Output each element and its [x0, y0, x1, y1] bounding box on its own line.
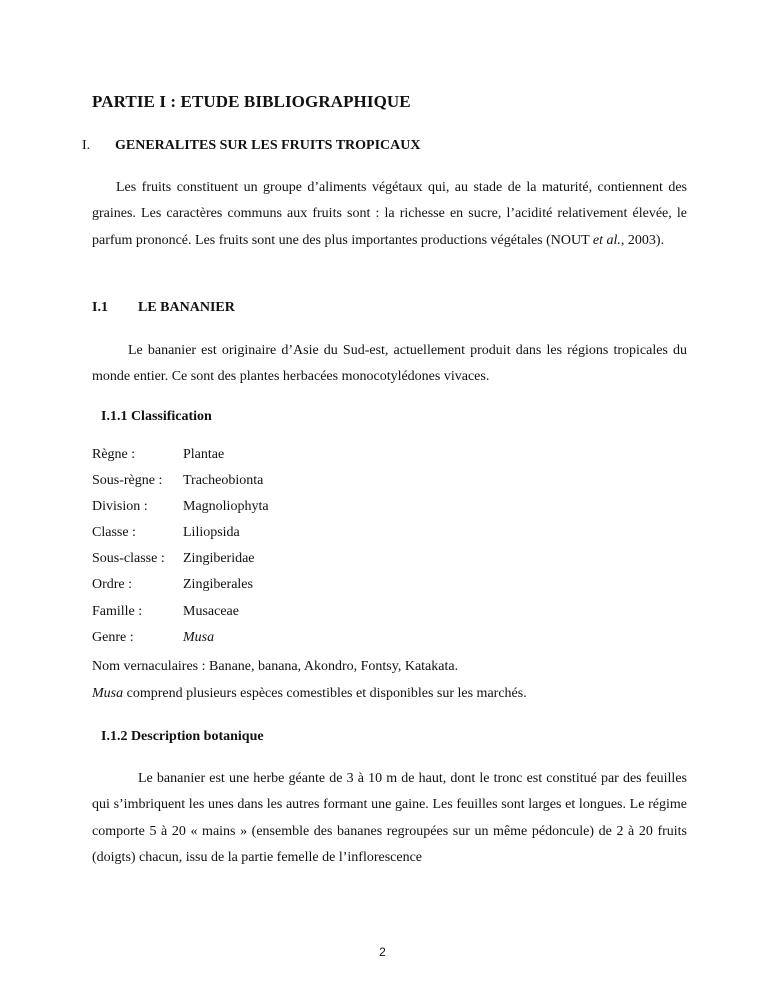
classification-value: Zingiberidae	[183, 551, 255, 567]
classification-row	[92, 525, 269, 551]
classification-row	[92, 630, 269, 656]
section-paragraph-italic: et al.	[592, 232, 621, 248]
classification-value: Tracheobionta	[183, 473, 264, 489]
classification-label: Famille :	[92, 603, 143, 619]
classification-label: Genre :	[92, 629, 134, 645]
section-paragraph-text: Les fruits constituent un groupe d’aliments végétaux qui, au stade de la maturité, contiennent des graines. Les caractères communs aux fruits sont : la richesse en sucre, l’acidité relativement élevée, le parfum prononcé. Les fruits sont une des plus importantes productions végétales (NOUT	[92, 180, 687, 248]
classification-row	[92, 604, 269, 630]
classification-label: Sous-règne :	[92, 473, 163, 489]
classification-label: Division :	[92, 499, 148, 515]
section-paragraph	[92, 175, 687, 254]
part-title: PARTIE I : ETUDE BIBLIOGRAPHIQUE	[92, 92, 411, 111]
classification-value: Musa	[183, 629, 215, 645]
classification-label: Règne :	[92, 447, 136, 462]
page-number: 2	[379, 945, 386, 959]
vernacular-names: Nom vernaculaires : Banane, banana, Akondro, Fontsy, Katakata.	[92, 659, 459, 674]
musa-genus: Musa	[92, 686, 124, 701]
section-number: I.	[82, 138, 91, 153]
classification-table	[92, 447, 269, 656]
subsection-paragraph: Le bananier est originaire d’Asie du Sud-est, actuellement produit dans les régions tropicales du monde entier. Ce sont des plantes herbacées monocotylédones vivaces.	[92, 343, 687, 385]
classification-value: Magnoliophyta	[183, 499, 269, 515]
description-heading: I.1.2 Description botanique	[101, 729, 264, 744]
classification-label: Sous-classe :	[92, 551, 165, 567]
classification-label: Ordre :	[92, 577, 133, 593]
classification-value: Zingiberales	[183, 577, 253, 593]
section-paragraph-end: , 2003).	[620, 232, 665, 248]
subsection-number: I.1	[92, 300, 108, 315]
classification-value: Musaceae	[183, 603, 239, 619]
section-title: GENERALITES SUR LES FRUITS TROPICAUX	[115, 138, 421, 153]
classification-row	[92, 577, 269, 603]
classification-row	[92, 499, 269, 525]
classification-row	[92, 551, 269, 577]
musa-line-text: comprend plusieurs espèces comestibles et disponibles sur les marchés.	[123, 686, 527, 701]
classification-heading: I.1.1 Classification	[101, 409, 212, 424]
classification-label: Classe :	[92, 525, 136, 541]
musa-line	[92, 686, 527, 702]
description-paragraph: Le bananier est une herbe géante de 3 à 10 m de haut, dont le tronc est constitué par des feuilles qui s’imbriquent les unes dans les autres formant une gaine. Les feuilles sont larges et longues. Le régime comporte 5 à 20 « mains » (ensemble des bananes regroupées sur un même pédoncule) de 2 à 20 fruits (doigts) chacun, issu de la partie femelle de l’inflorescence	[92, 771, 687, 865]
subsection-title: LE BANANIER	[138, 300, 235, 315]
classification-row	[92, 447, 269, 473]
classification-value: Liliopsida	[183, 525, 240, 541]
classification-value: Plantae	[183, 447, 225, 462]
classification-row	[92, 473, 269, 499]
